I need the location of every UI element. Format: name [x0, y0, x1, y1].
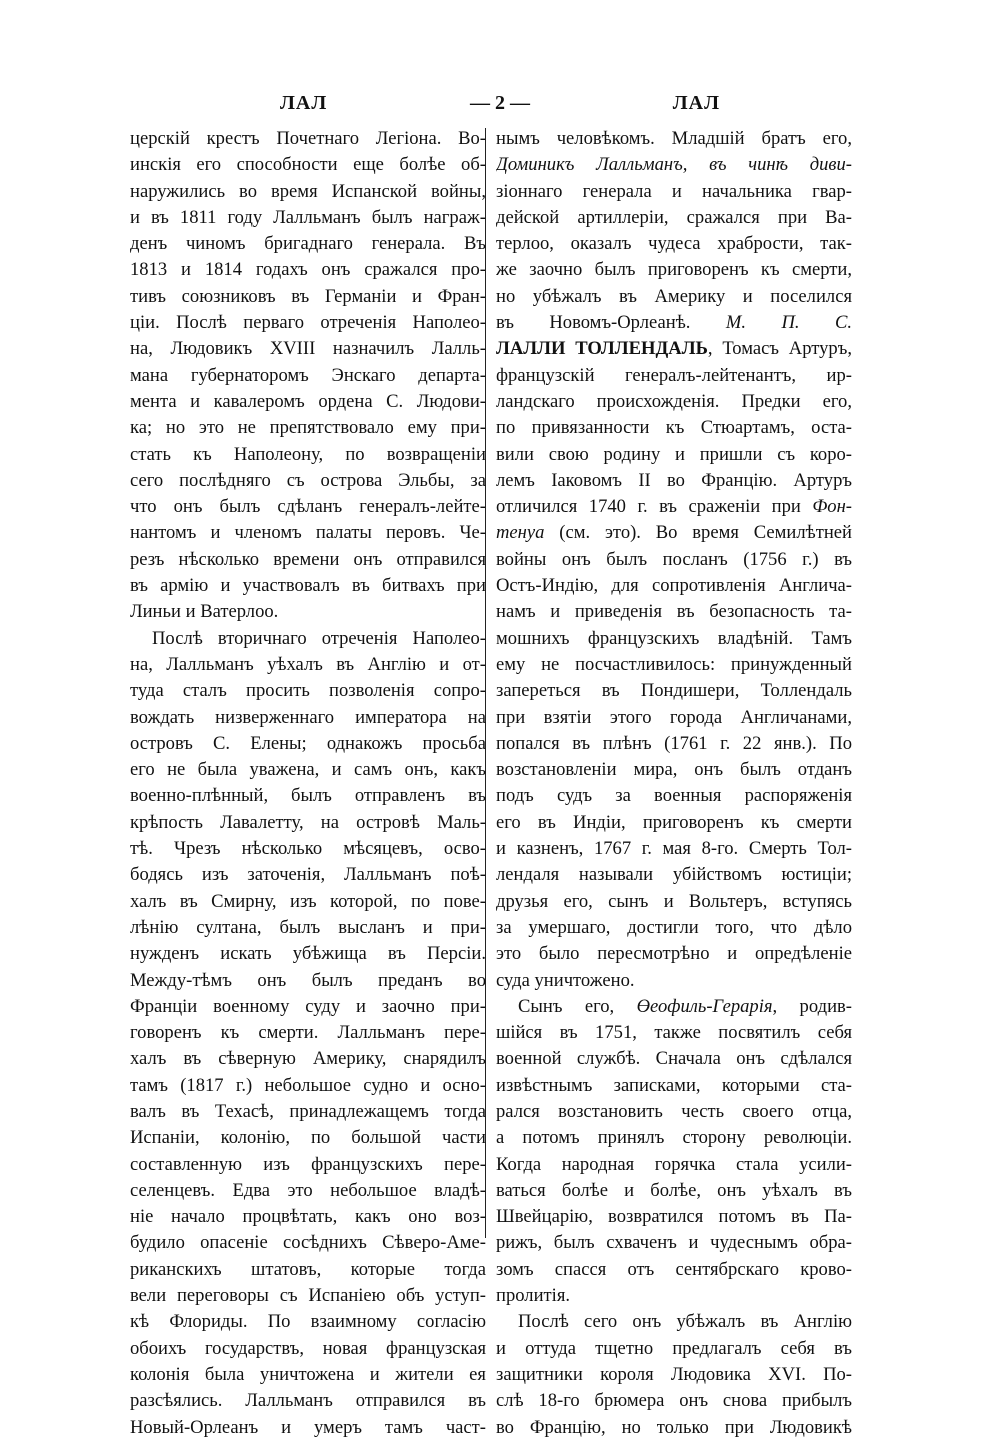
text-line: бодясь изъ заточенія, Лалльманъ поѣ- — [130, 864, 486, 886]
text-line: и оттуда тщетно предлагалъ себя въ — [496, 1337, 852, 1359]
text-line: намъ и приведенія въ безопасность та- — [496, 601, 852, 623]
text-line: же заочно былъ приговоренъ къ смерти, — [496, 259, 852, 281]
text-line: Когда народная горячка стала усили- — [496, 1153, 852, 1175]
text-fragment: , родив- — [772, 995, 852, 1017]
author-signature: М. П. С. — [725, 312, 852, 334]
text-line: Линьи и Ватерлоо. — [130, 601, 279, 623]
right-column — [496, 126, 852, 1441]
text-line: на, Людовикъ XVIII назначилъ Лалль- — [130, 338, 486, 360]
text-line: военной службѣ. Сначала онъ сдѣлался — [496, 1048, 852, 1070]
text-line: зіоннаго генерала и начальника гвар- — [496, 180, 852, 202]
running-header — [130, 92, 870, 122]
text-line: мана губернаторомъ Энскаго департа- — [130, 364, 486, 386]
text-line: и казненъ, 1767 г. мая 8-го. Смерть Тол- — [496, 838, 852, 860]
text-line: нымъ человѣкомъ. Младшій братъ его, — [496, 128, 852, 149]
text-line: рался возстановить честь своего отца, — [496, 1100, 852, 1122]
text-line: что онъ былъ сдѣланъ генералъ-лейте- — [130, 496, 486, 518]
text-line: во Францію, но только при Людовикѣ — [496, 1416, 852, 1438]
text-line: попался въ плѣнъ (1761 г. 22 янв.). По — [496, 732, 852, 754]
left-column — [130, 126, 486, 1441]
text-line: валъ въ Техасѣ, принадлежащемъ тогда — [130, 1100, 486, 1122]
text-line: мента и кавалеромъ ордена С. Людови- — [130, 390, 486, 412]
text-line: денъ чиномъ бригаднаго генерала. Въ — [130, 233, 486, 255]
text-line: шійся въ 1751, также посвятилъ себя — [496, 1022, 852, 1044]
text-line: Испаніи, колонію, по большой части — [130, 1127, 486, 1149]
text-line: вили свою родину и пришли съ коро- — [496, 443, 852, 465]
text-line: подъ судъ за военныя распоряженія — [496, 785, 852, 807]
text-line: по привязанности къ Стюартамъ, оста- — [496, 417, 852, 439]
text-line: на, Лалльманъ уѣхалъ въ Англію и от- — [130, 653, 486, 675]
text-line: будило опасеніе сосѣднихъ Сѣверо-Аме- — [130, 1232, 486, 1254]
entry-heading-line — [496, 336, 852, 362]
text-line: Швейцарію, возвратился потомъ въ Па- — [496, 1206, 852, 1228]
text-line: военно-плѣнный, былъ отправленъ въ — [130, 785, 486, 807]
text-line: лѣнію султана, былъ высланъ и при- — [130, 916, 486, 938]
text-line: ваться болѣе и болѣе, онъ уѣхалъ въ — [496, 1179, 852, 1201]
text-line: нужденъ искать убѣжища въ Персіи. — [130, 943, 486, 965]
text-line: колонія была уничтожена и жители ея — [130, 1363, 486, 1385]
text-line: селенцевъ. Едва это небольшое владѣ- — [130, 1179, 486, 1201]
entry-title: ЛАЛЛИ ТОЛЛЕНДАЛЬ — [496, 338, 708, 360]
text-line: разсѣялись. Лалльманъ отправился въ — [130, 1390, 486, 1412]
text-line: ка; но это не препятствовало ему при- — [130, 417, 486, 439]
text-line: сего послѣдняго съ острова Эльбы, за — [130, 469, 486, 491]
text-line: его не была уважена, и самъ онъ, какъ — [130, 759, 486, 781]
text-line: мошнихъ французскихъ владѣній. Тамъ — [496, 627, 852, 649]
text-line: защитники короля Людовика XVI. По- — [496, 1363, 852, 1385]
text-line: тивъ союзниковъ въ Германіи и Фран- — [130, 285, 486, 307]
text-line: рижъ, былъ схваченъ и чудеснымъ обра- — [496, 1232, 852, 1254]
text-line: при взятіи этого города Англичанами, — [496, 706, 852, 728]
text-line: халъ въ сѣверную Америку, снарядилъ — [130, 1048, 486, 1070]
text-line: вели переговоры съ Испаніею объ уступ- — [130, 1285, 486, 1307]
text-line: Остъ-Индію, для сопротивленія Англича- — [496, 575, 852, 597]
cross-reference: тенуа — [496, 522, 545, 544]
text-line: возстановленіи мира, онъ былъ отданъ — [496, 759, 852, 781]
text-line — [496, 994, 852, 1020]
text-line — [496, 494, 852, 520]
text-line: запереться въ Пондишери, Толлендаль — [496, 680, 852, 702]
text-line: ландскаго происхожденія. Предки его, — [496, 390, 852, 412]
text-line: французскій генералъ-лейтенантъ, ир- — [496, 364, 852, 386]
text-line: его въ Индіи, приговоренъ къ смерти — [496, 811, 852, 833]
page-number: — 2 — — [470, 92, 530, 114]
text-line: Послѣ сего онъ убѣжалъ въ Англію — [518, 1311, 852, 1333]
text-line: суда уничтожено. — [496, 969, 635, 991]
text-line: Послѣ вторичнаго отреченія Наполео- — [152, 627, 486, 649]
text-line: терлоо, оказалъ чудеса храбрости, так- — [496, 233, 852, 255]
text-line: это было пересмотрѣно и опредѣленіе — [496, 943, 852, 965]
text-line: пролитія. — [496, 1285, 571, 1307]
text-line: ніе начало процвѣтать, какъ оно воз- — [130, 1206, 486, 1228]
text-line: крѣпость Лавалетту, на островѣ Маль- — [130, 811, 486, 833]
cross-reference: Фон- — [812, 496, 852, 518]
text-fragment: отличился 1740 г. въ сраженіи при — [496, 496, 801, 518]
text-line: составленную изъ французскихъ пере- — [130, 1153, 486, 1175]
text-line: но убѣжалъ въ Америку и поселился — [496, 285, 852, 307]
text-line: извѣстнымъ записками, которыми ста- — [496, 1074, 852, 1096]
text-line: тѣ. Чрезъ нѣсколько мѣсяцевъ, осво- — [130, 838, 486, 860]
text-fragment: , Томасъ Артуръ, — [707, 338, 852, 360]
text-line: войны онъ былъ посланъ (1756 г.) въ — [496, 548, 852, 570]
text-line: ціи. Послѣ перваго отреченія Наполео- — [130, 312, 486, 334]
text-line: за умершаго, достигли того, что дѣло — [496, 916, 852, 938]
text-line: 1813 и 1814 годахъ онъ сражался про- — [130, 259, 486, 281]
text-fragment: Сынъ его, — [518, 995, 637, 1017]
text-line: наружились во время Испанской войны, — [130, 180, 486, 202]
text-line: церскій крестъ Почетнаго Легіона. Во- — [130, 128, 486, 149]
text-line: халъ въ Смирну, изъ которой, по пове- — [130, 890, 486, 912]
text-line: островъ С. Елены; однакожъ просьба — [130, 732, 486, 754]
text-line: друзья его, сынъ и Вольтеръ, вступясь — [496, 890, 852, 912]
text-line: ему не посчастливилось: принужденный — [496, 653, 852, 675]
text-line: обоихъ государствъ, новая французская — [130, 1337, 486, 1359]
text-line: слѣ 18-го брюмера онъ снова прибылъ — [496, 1390, 852, 1412]
text-line: и въ 1811 году Лалльманъ былъ награж- — [130, 206, 486, 228]
text-line: лемъ Іаковомъ II во Францію. Артуръ — [496, 469, 852, 491]
text-line: лендаля называли убійствомъ юстиціи; — [496, 864, 852, 886]
text-line: стать къ Наполеону, по возвращеніи — [130, 443, 486, 465]
text-line: зомъ спасся отъ сентябрскаго крово- — [496, 1258, 852, 1280]
text-line: въ армію и участвовалъ въ битвахъ при — [130, 575, 486, 597]
header-left-keyword: ЛАЛ — [280, 92, 328, 114]
text-line: туда сталъ просить позволенія сопро- — [130, 680, 486, 702]
text-line: резъ нѣсколько времени онъ отправился — [130, 548, 486, 570]
text-fragment: въ Новомъ-Орлеанѣ. — [496, 312, 691, 334]
text-line: Новый-Орлеанъ и умеръ тамъ част- — [130, 1416, 486, 1438]
text-fragment: (см. это). Во время Семилѣтней — [544, 522, 852, 544]
text-line: а потомъ принялъ сторону революціи. — [496, 1127, 852, 1149]
text-line: Между-тѣмъ онъ былъ преданъ во — [130, 969, 486, 991]
text-line: говоренъ къ смерти. Лалльманъ пере- — [130, 1022, 486, 1044]
text-line: кѣ Флориды. По взаимному согласію — [130, 1311, 486, 1333]
text-line: инскія его способности еще болѣе об- — [130, 154, 486, 176]
text-line — [496, 520, 852, 546]
text-line: Франціи военному суду и заочно при- — [130, 995, 486, 1017]
person-name: Доминикъ Лалльманъ, въ чинѣ диви- — [496, 154, 852, 176]
text-line: нантомъ и членомъ палаты перовъ. Че- — [130, 522, 486, 544]
text-line: риканскихъ штатовъ, которые тогда — [130, 1258, 486, 1280]
text-line: вождать низверженнаго императора на — [130, 706, 486, 728]
text-line — [496, 310, 852, 336]
text-line: дейской артиллеріи, сражался при Ва- — [496, 206, 852, 228]
person-name: Өеофиль-Герарія — [636, 995, 773, 1017]
text-line: тамъ (1817 г.) небольшое судно и осно- — [130, 1074, 486, 1096]
text-line — [496, 152, 852, 178]
header-right-keyword: ЛАЛ — [672, 92, 720, 114]
